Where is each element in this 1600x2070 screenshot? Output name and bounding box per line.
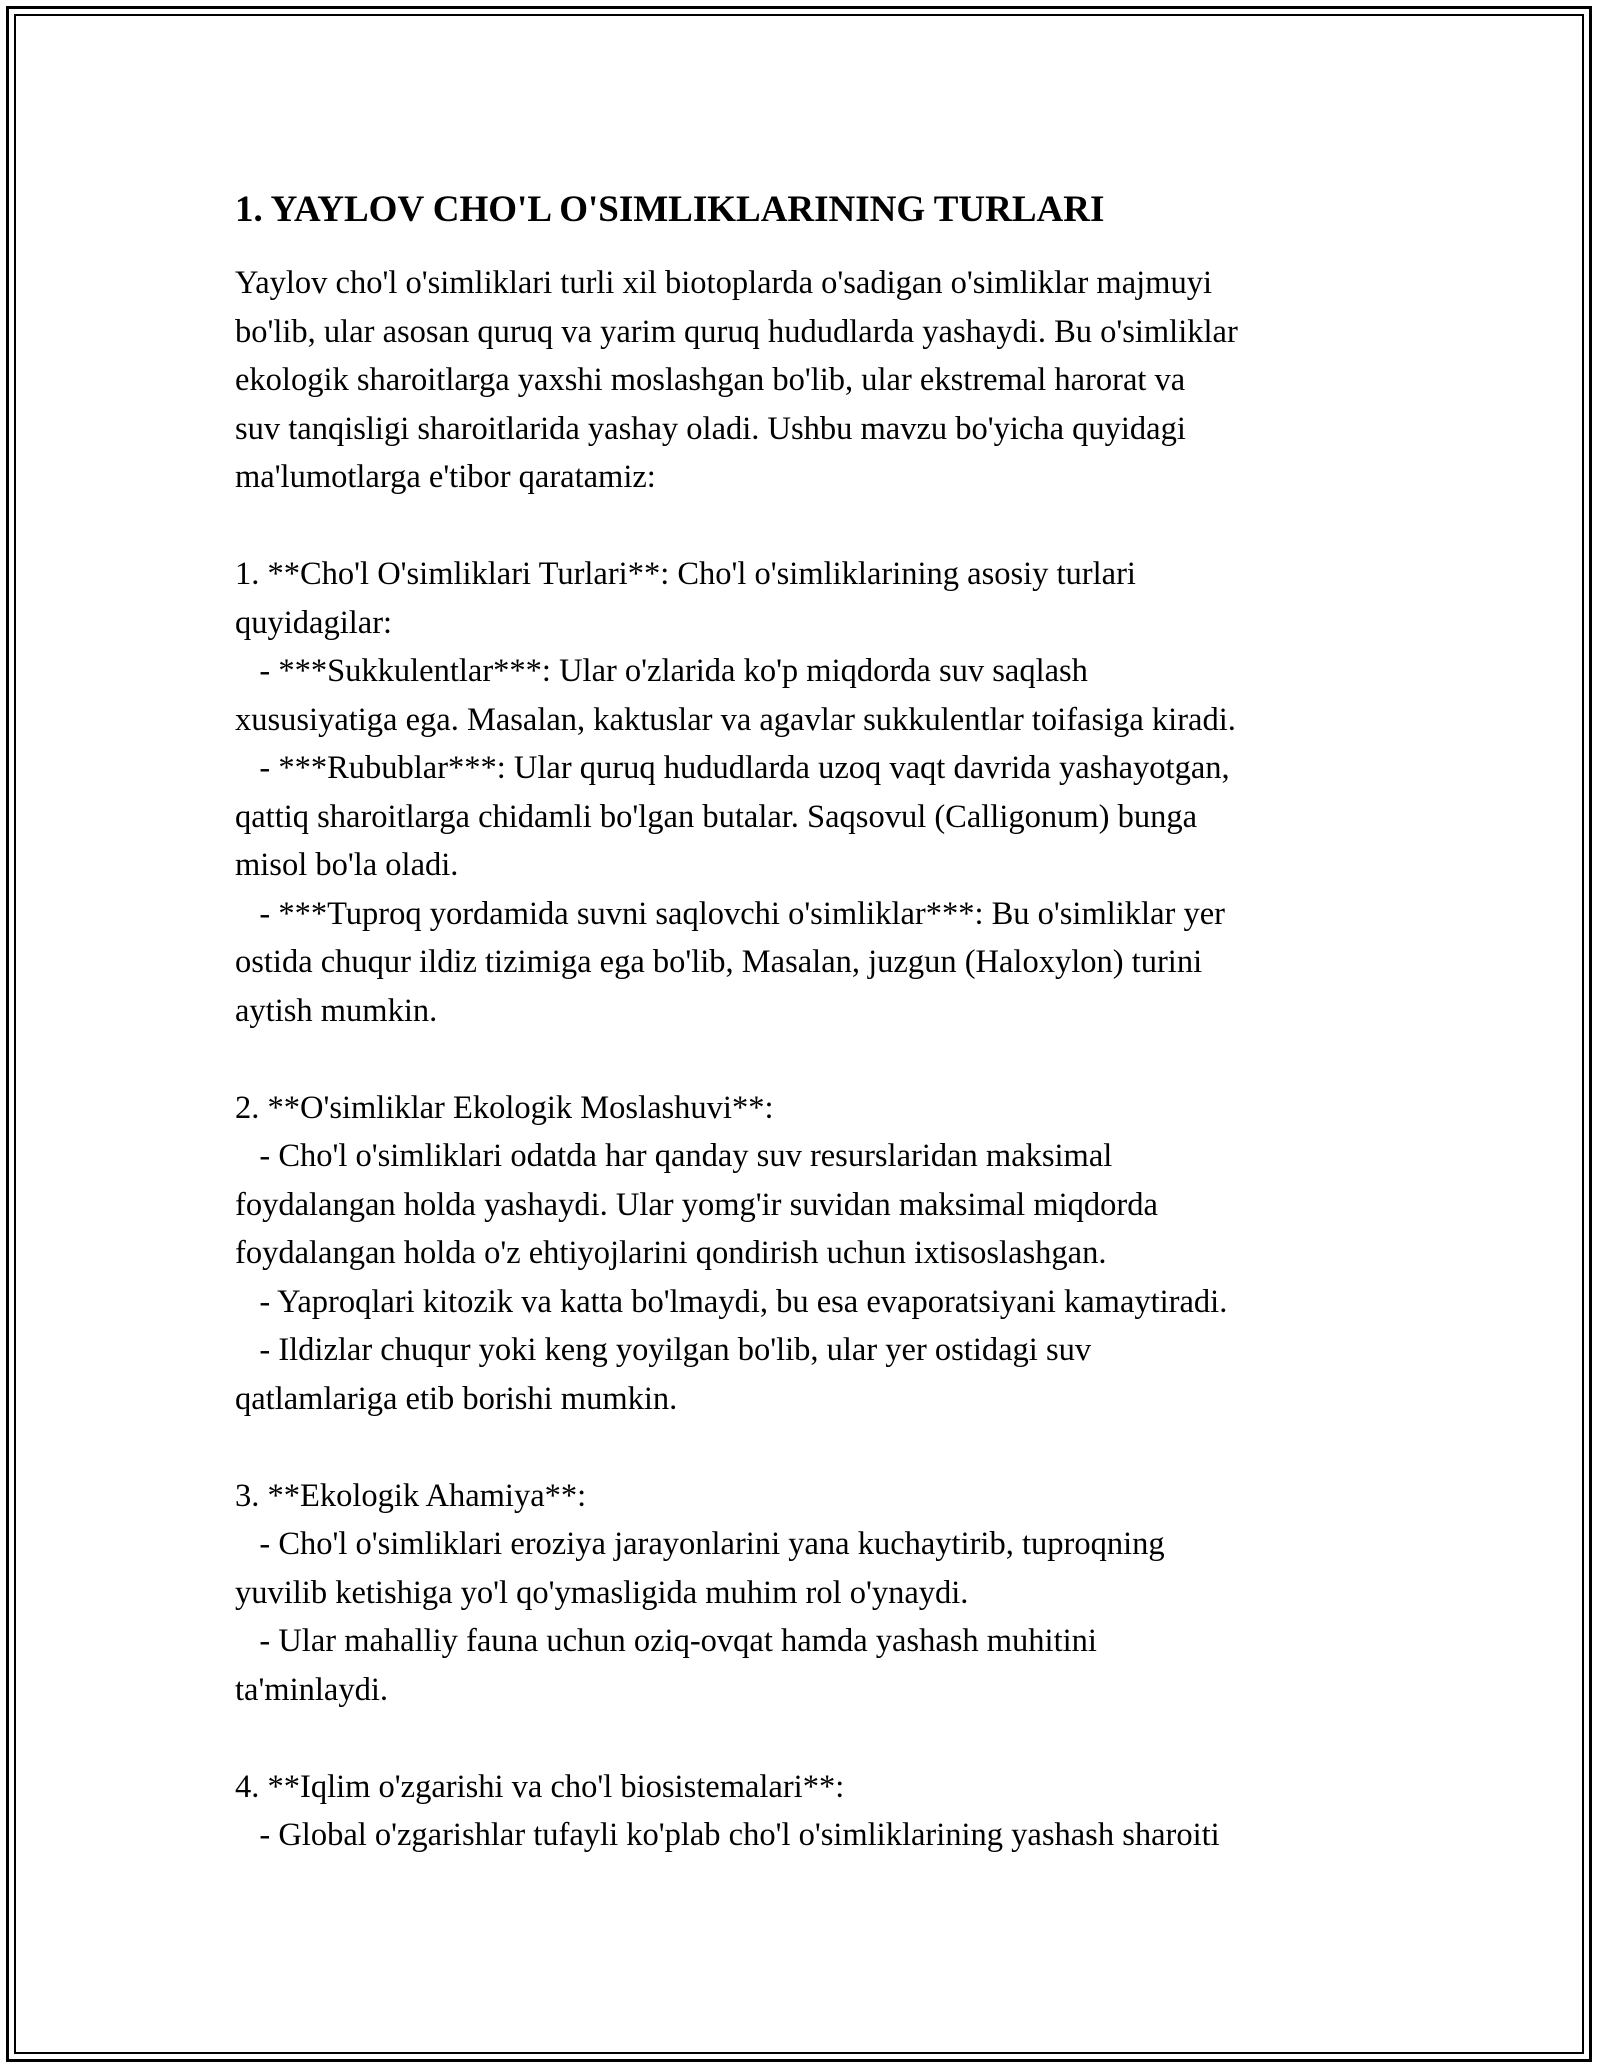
text-line: aytish mumkin. [235,992,438,1029]
paragraph-gap [235,502,1385,551]
document-body [235,185,1385,1860]
paragraph-gap [235,1714,1385,1763]
text-line: ma'lumotlarga e'tibor qaratamiz: [235,459,656,495]
list-item: - Ildizlar chuqur yoki keng yoyilgan bo'lib, ular yer ostidagi suv [235,1332,1092,1368]
text-line: xususiyatiga ega. Masalan, kaktuslar va agavlar sukkulentlar toifasiga kiradi. [235,701,1236,738]
document-title: 1. YAYLOV CHO'L O'SIMLIKLARINING TURLARI [235,189,1105,230]
list-item: - ***Rubublar***: Ular quruq hududlarda uzoq vaqt davrida yashayotgan, [235,750,1230,786]
section-climate-change [235,1763,1385,1860]
list-item: - Cho'l o'simliklari odatda har qanday suv resurslaridan maksimal [235,1138,1113,1174]
section-heading: 2. **O'simliklar Ekologik Moslashuvi**: [235,1089,774,1126]
paragraph-gap [235,1423,1385,1472]
section-heading: 1. **Cho'l O'simliklari Turlari**: Cho'l o'simliklarining asosiy turlari [235,556,1136,592]
intro-paragraph [235,259,1385,502]
list-item: - Ular mahalliy fauna uchun oziq-ovqat hamda yashash muhitini [235,1623,1097,1659]
section-ecological-importance [235,1472,1385,1715]
text-line: qattiq sharoitlarga chidamli bo'lgan butalar. Saqsovul (Calligonum) bunga [235,798,1198,835]
section-ecological-adaptation [235,1084,1385,1424]
text-line: ekologik sharoitlarga yaxshi moslashgan bo'lib, ular ekstremal harorat va [235,362,1186,398]
text-line: quyidagilar: [235,604,393,641]
paragraph-gap [235,1035,1385,1084]
text-line: ta'minlaydi. [235,1671,388,1708]
list-item: - ***Tuproq yordamida suvni saqlovchi o'simliklar***: Bu o'simliklar yer [235,895,1225,932]
text-line: Yaylov cho'l o'simliklari turli xil biotoplarda o'sadigan o'simliklar majmuyi [235,265,1212,301]
text-line: yuvilib ketishiga yo'l qo'ymasligida muhim rol o'ynaydi. [235,1574,969,1611]
text-line: ostida chuqur ildiz tizimiga ega bo'lib, Masalan, juzgun (Haloxylon) turini [235,944,1203,980]
list-item: - Global o'zgarishlar tufayli ko'plab cho'l o'simliklarining yashash sharoiti [235,1817,1220,1853]
text-line: qatlamlariga etib borishi mumkin. [235,1380,678,1417]
section-heading: 4. **Iqlim o'zgarishi va cho'l biosistemalari**: [235,1768,845,1805]
text-line: foydalangan holda o'z ehtiyojlarini qondirish uchun ixtisoslashgan. [235,1235,1107,1271]
section-plant-types [235,550,1385,1035]
list-item: - Yaproqlari kitozik va katta bo'lmaydi, bu esa evaporatsiyani kamaytiradi. [235,1283,1228,1320]
section-heading: 3. **Ekologik Ahamiya**: [235,1477,587,1514]
text-line: foydalangan holda yashaydi. Ular yomg'ir suvidan maksimal miqdorda [235,1186,1158,1223]
text-line: misol bo'la oladi. [235,847,459,883]
text-line: suv tanqisligi sharoitlarida yashay oladi. Ushbu mavzu bo'yicha quyidagi [235,410,1186,447]
text-line: bo'lib, ular asosan quruq va yarim quruq hududlarda yashaydi. Bu o'simliklar [235,313,1238,350]
list-item: - Cho'l o'simliklari eroziya jarayonlarini yana kuchaytirib, tuproqning [235,1526,1165,1562]
list-item: - ***Sukkulentlar***: Ular o'zlarida ko'p miqdorda suv saqlash [235,653,1088,689]
